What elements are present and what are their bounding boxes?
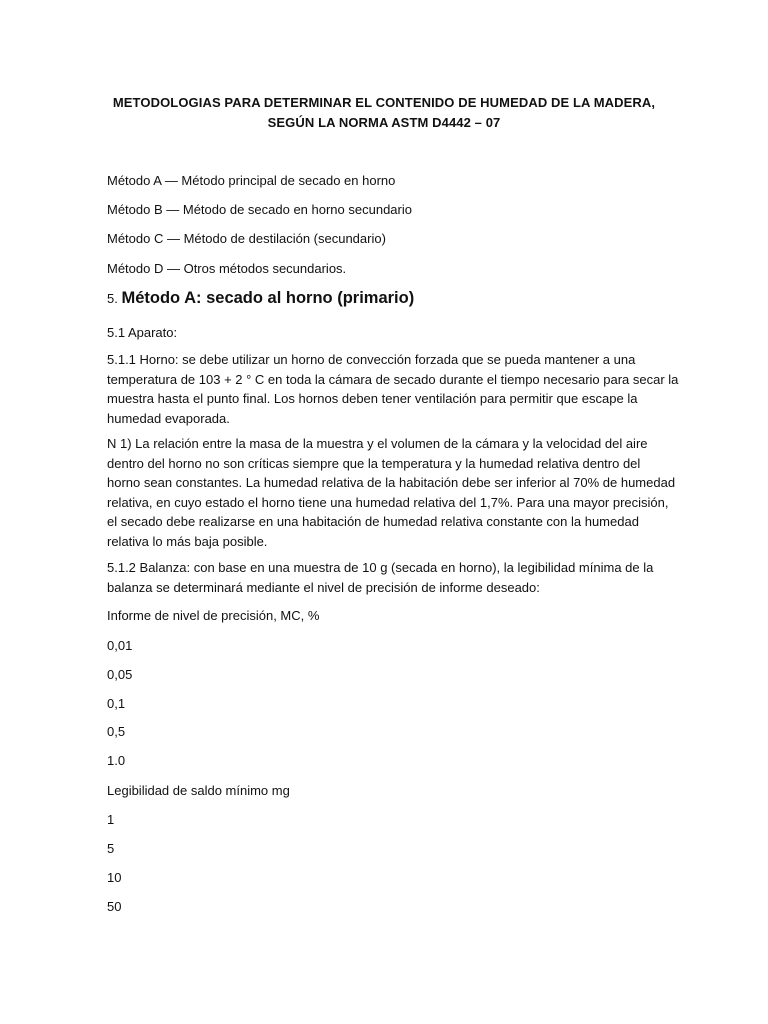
legibility-value: 50 [107, 899, 122, 914]
note-1-paragraph [107, 434, 676, 552]
precision-value: 0,05 [107, 667, 133, 682]
section-5-title: Método A: secado al horno (primario) [121, 289, 415, 307]
document-title [60, 93, 708, 133]
precision-value: 0,5 [107, 724, 126, 739]
title-line-2: SEGÚN LA NORMA ASTM D4442 – 07 [267, 115, 501, 130]
method-b-line: Método B — Método de secado en horno secundario [107, 202, 412, 217]
paragraph-line: N 1) La relación entre la masa de la muestra y el volumen de la cámara y la velocidad del aire [107, 436, 648, 451]
precision-header: Informe de nivel de precisión, MC, % [107, 608, 320, 623]
paragraph-line: humedad evaporada. [107, 410, 230, 426]
title-line-1: METODOLOGIAS PARA DETERMINAR EL CONTENIDO DE HUMEDAD DE LA MADERA, [112, 95, 656, 110]
paragraph-line: horno sean constantes. La humedad relativa de la habitación debe ser inferior al 70% de humedad [107, 475, 676, 491]
method-a-line: Método A — Método principal de secado en horno [107, 173, 396, 188]
paragraph-line: 5.1.2 Balanza: con base en una muestra de 10 g (secada en horno), la legibilidad mínima de la [107, 560, 654, 575]
precision-value: 0,01 [107, 638, 133, 653]
section-5-1-1-paragraph [107, 350, 679, 428]
section-5-1-heading: 5.1 Aparato: [107, 325, 178, 340]
paragraph-line: temperatura de 103 + 2 ° C en toda la cámara de secado durante el tiempo necesario para secar la [107, 371, 679, 387]
method-d-line: Método D — Otros métodos secundarios. [107, 261, 347, 276]
legibility-value: 1 [107, 812, 115, 827]
paragraph-line: el secado debe realizarse en una habitación de humedad relativa constante con la humedad [107, 514, 639, 530]
legibility-header: Legibilidad de saldo mínimo mg [107, 783, 290, 798]
section-5-heading [107, 289, 414, 308]
paragraph-line: relativa, en cuyo estado el horno tiene una humedad relativa del 1,7%. Para una mayor precisión, [107, 494, 669, 510]
paragraph-line: dentro del horno no son críticas siempre que la temperatura y la humedad relativa dentro del [107, 455, 641, 471]
precision-value: 0,1 [107, 696, 126, 711]
legibility-value: 10 [107, 870, 122, 885]
precision-value: 1.0 [107, 753, 126, 768]
section-5-1-2-paragraph [107, 558, 667, 597]
paragraph-line: 5.1.1 Horno: se debe utilizar un horno de convección forzada que se pueda mantener a una [107, 352, 636, 367]
paragraph-line: muestra hasta el punto final. Los hornos deben tener ventilación para permitir que escape la [107, 391, 638, 407]
section-5-number: 5. [107, 291, 122, 306]
method-c-line: Método C — Método de destilación (secundario) [107, 231, 386, 246]
paragraph-line: relativa lo más baja posible. [107, 533, 268, 549]
legibility-value: 5 [107, 841, 115, 856]
paragraph-line: balanza se determinará mediante el nivel de precisión de informe deseado: [107, 579, 540, 595]
